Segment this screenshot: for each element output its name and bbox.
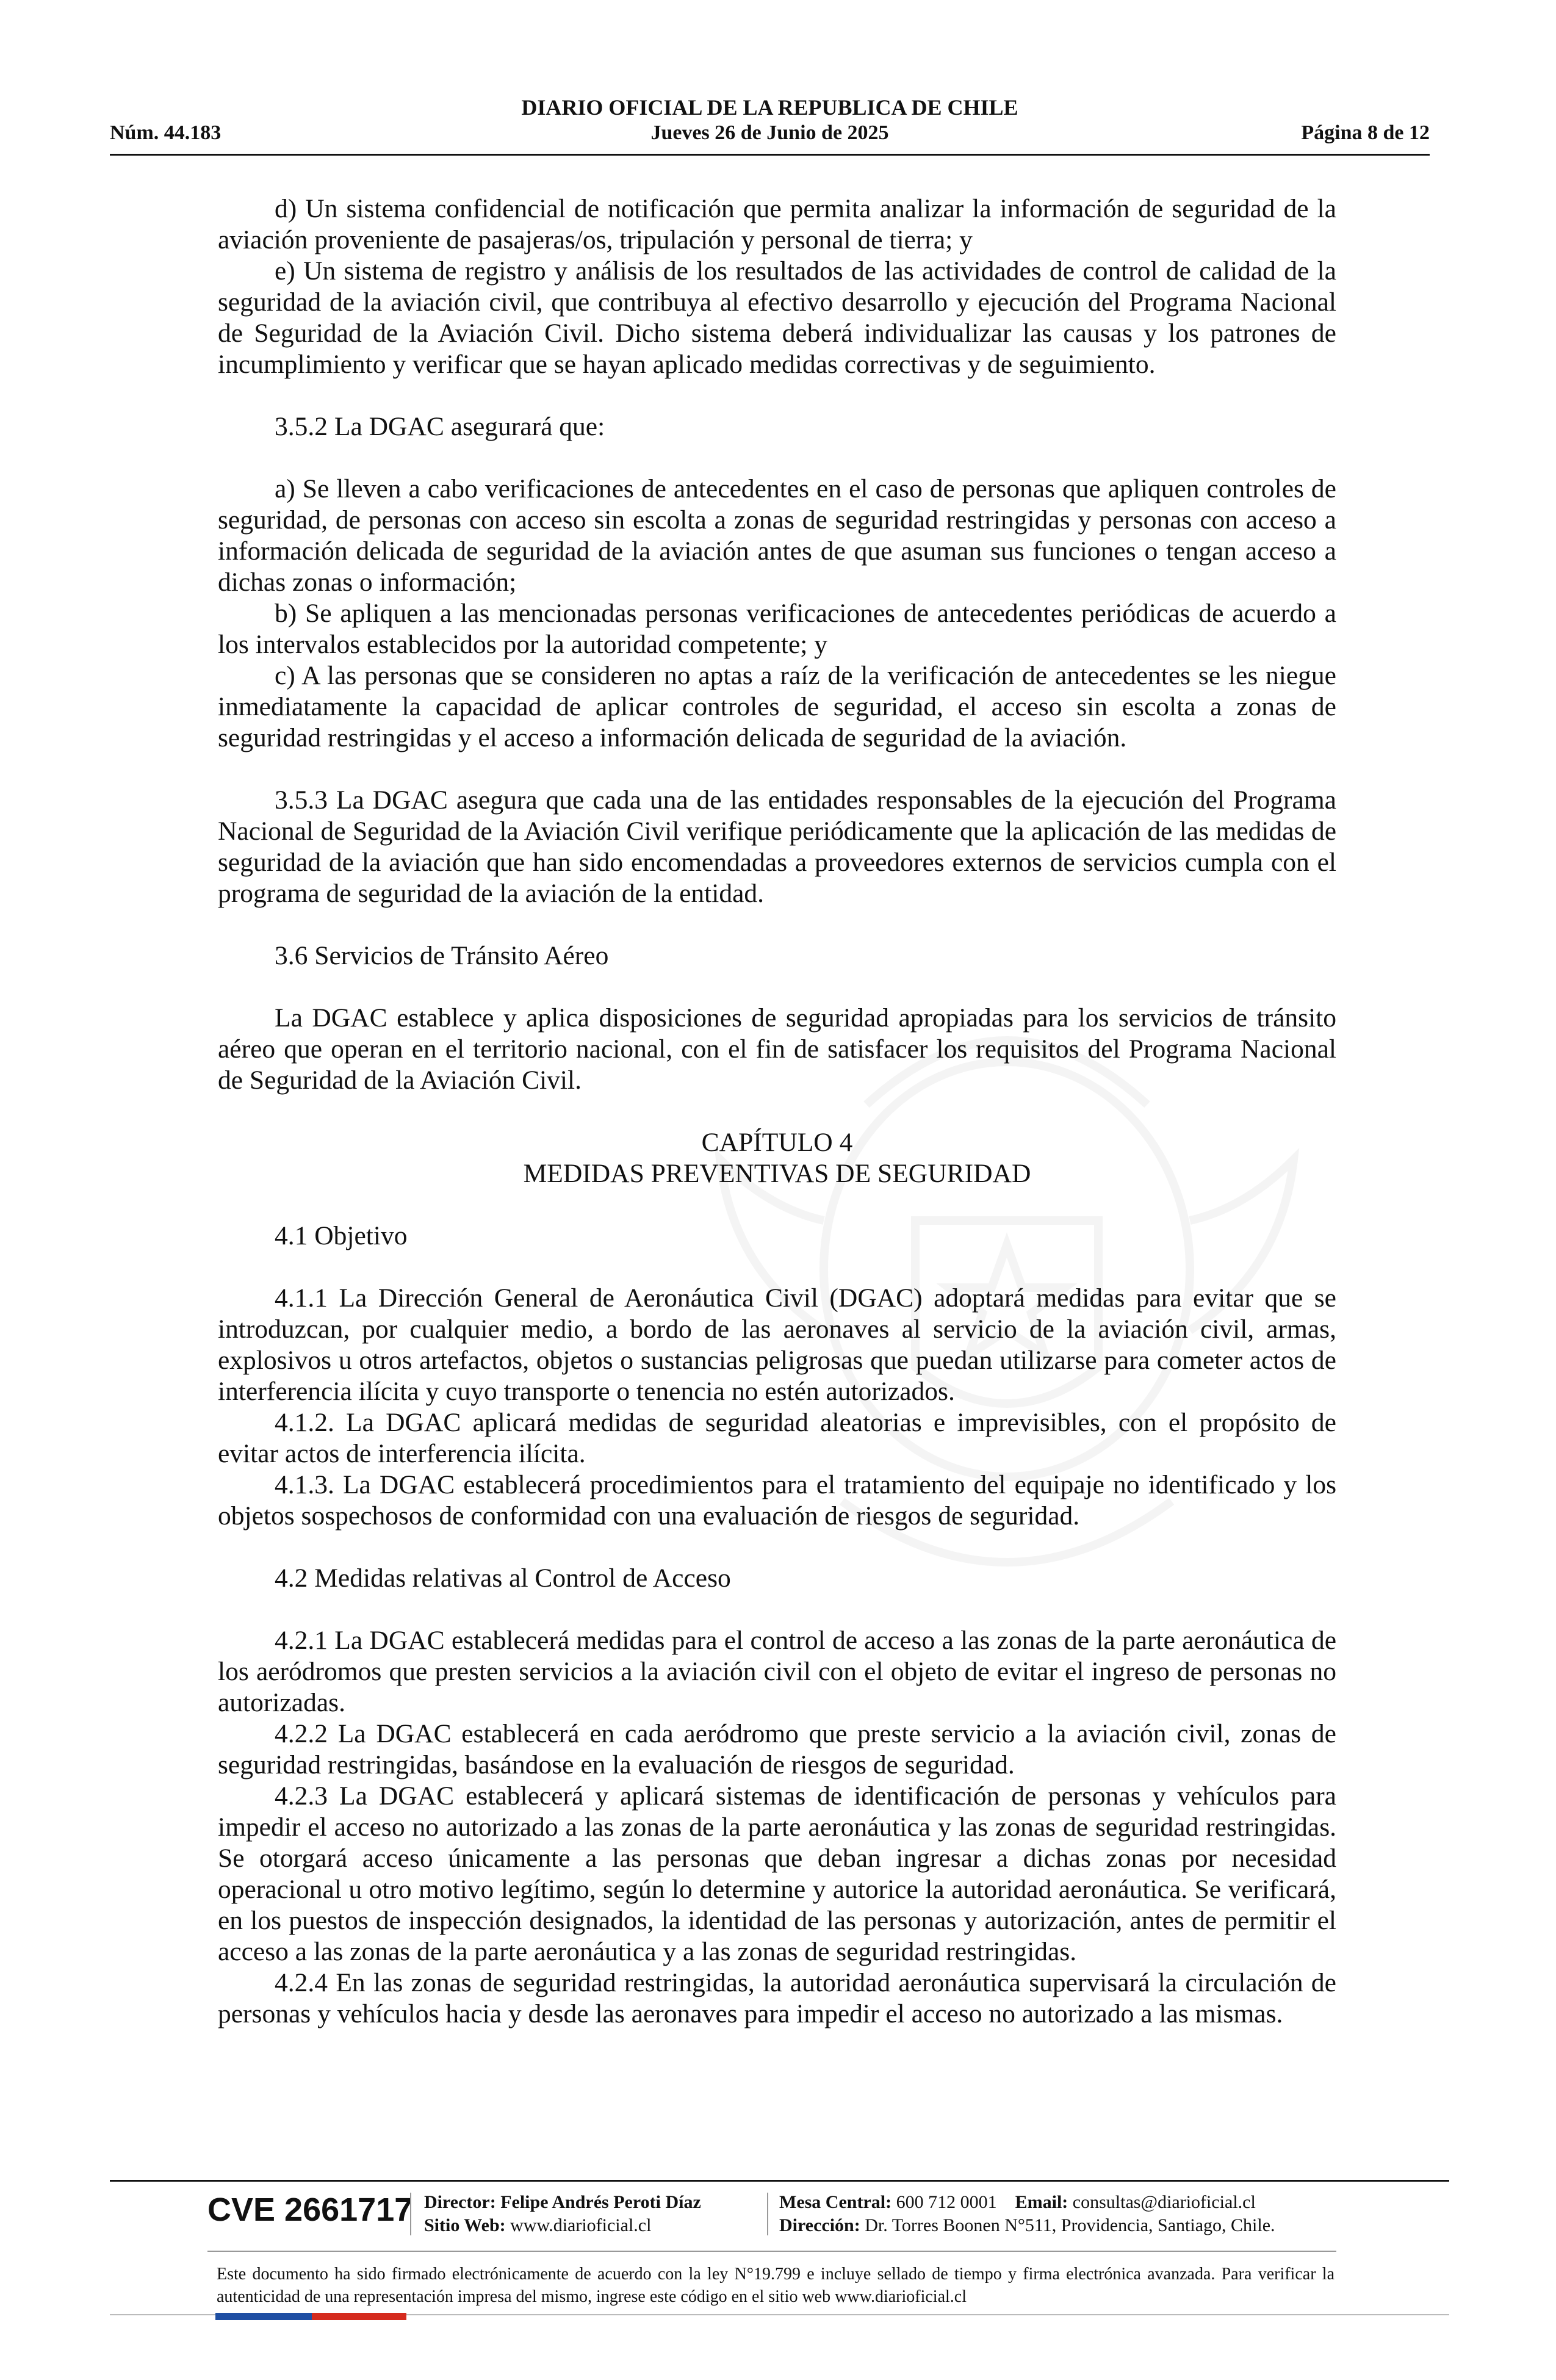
- footer-separator: [767, 2193, 768, 2235]
- page-number: Página 8 de 12: [1301, 121, 1430, 144]
- paragraph: 4.2.3 La DGAC establecerá y aplicará sistemas de identificación de personas y vehículos para impedir el acceso no autorizado a las zonas de la parte aeronáutica y las zonas de seguridad restringidas. Se otorgará acceso únicamente a las personas que deban ingresar a dichas zonas por necesidad operacional u otro motivo legítimo, según lo determine y autorice la autoridad aeronáutica. Se verificará, en los puestos de inspección designados, la identidad de las personas y autorización, antes de permitir el acceso a las zonas de la parte aeronáutica y a las zonas de seguridad restringidas.: [218, 1781, 1336, 1966]
- paragraph: 4.2.4 En las zonas de seguridad restringidas, la autoridad aeronáutica supervisará la circulación de personas y vehículos hacia y desde las aeronaves para impedir el acceso no autorizado a las mismas.: [218, 1968, 1336, 2028]
- chapter-title: MEDIDAS PREVENTIVAS DE SEGURIDAD: [523, 1159, 1031, 1188]
- section-heading: 3.5.2 La DGAC asegurará que:: [275, 412, 605, 441]
- footer-inner-divider: [207, 2251, 1336, 2252]
- section-heading: 3.6 Servicios de Tránsito Aéreo: [275, 941, 609, 970]
- section-heading: 4.2 Medidas relativas al Control de Acceso: [275, 1563, 731, 1593]
- chapter-number: CAPÍTULO 4: [701, 1128, 853, 1157]
- footer-contact-block: [779, 2191, 1275, 2237]
- paragraph: 4.1.2. La DGAC aplicará medidas de seguridad aleatorias e imprevisibles, con el propósito de evitar actos de interferencia ilícita.: [218, 1408, 1336, 1468]
- website-label: Sitio Web:: [424, 2215, 506, 2235]
- newspaper-title: DIARIO OFICIAL DE LA REPUBLICA DE CHILE: [521, 95, 1018, 120]
- paragraph: 4.2.2 La DGAC establecerá en cada aeródromo que preste servicio a la aviación civil, zonas de seguridad restringidas, basándose en la evaluación de riesgos de seguridad.: [218, 1719, 1336, 1780]
- paragraph: 4.1.3. La DGAC establecerá procedimientos para el tratamiento del equipaje no identificado y los objetos sospechosos de conformidad con una evaluación de riesgos de seguridad.: [218, 1470, 1336, 1531]
- paragraph: La DGAC establece y aplica disposiciones de seguridad apropiadas para los servicios de tránsito aéreo que operan en el territorio nacional, con el fin de satisfacer los requisitos del Programa Nacional de Seguridad de la Aviación Civil.: [218, 1003, 1336, 1095]
- paragraph: 4.2.1 La DGAC establecerá medidas para el control de acceso a las zonas de la parte aeronáutica de los aeródromos que presten servicios a la aviación civil con el objeto de evitar el ingreso de personas no autorizadas.: [218, 1626, 1336, 1717]
- paragraph: 3.5.3 La DGAC asegura que cada una de las entidades responsables de la ejecución del Programa Nacional de Seguridad de la Aviación Civil verifique periódicamente que la aplicación de las medidas de seguridad de la aviación que han sido encomendadas a proveedores externos de servicios cumpla con el programa de seguridad de la aviación de la entidad.: [218, 785, 1336, 908]
- address-label: Dirección:: [779, 2215, 860, 2235]
- header-divider: [110, 154, 1430, 156]
- email-link[interactable]: consultas@diarioficial.cl: [1072, 2192, 1256, 2212]
- mesa-label: Mesa Central:: [779, 2192, 892, 2212]
- issue-date: Jueves 26 de Junio de 2025: [650, 121, 889, 144]
- paragraph: 4.1.1 La Dirección General de Aeronáutica Civil (DGAC) adoptará medidas para evitar que se introduzcan, por cualquier medio, a bordo de las aeronaves al servicio de la aviación civil, armas, explosivos u otros artefactos, objetos o sustancias peligrosas que puedan utilizarse para cometer actos de interferencia ilícita y cuyo transporte o tenencia no estén autorizados.: [218, 1283, 1336, 1406]
- website-link[interactable]: www.diarioficial.cl: [510, 2215, 652, 2235]
- cve-code: CVE 2661717: [207, 2191, 413, 2228]
- director-name: Felipe Andrés Peroti Díaz: [500, 2192, 701, 2212]
- paragraph: e) Un sistema de registro y análisis de los resultados de las actividades de control de calidad de la seguridad de la aviación civil, que contribuya al efectivo desarrollo y ejecución del Programa Nacional de Seguridad de la Aviación Civil. Dicho sistema deberá individualizar las causas y los patrones de incumplimiento y verificar que se hayan aplicado medidas correctivas y de seguimiento.: [218, 256, 1336, 379]
- paragraph: a) Se lleven a cabo verificaciones de antecedentes en el caso de personas que apliquen controles de seguridad, de personas con acceso sin escolta a zonas de seguridad restringidas y personas con acceso a información delicada de seguridad de la aviación antes de que asuman sus funciones o tengan acceso a dichas zonas o información;: [218, 474, 1336, 597]
- page-header: [110, 95, 1430, 156]
- director-label: Director:: [424, 2192, 496, 2212]
- paragraph: b) Se apliquen a las mencionadas personas verificaciones de antecedentes periódicas de acuerdo a los intervalos establecidos por la autoridad competente; y: [218, 599, 1336, 659]
- flag-red-segment: [312, 2313, 406, 2320]
- footer-separator: [410, 2193, 411, 2235]
- document-body: [218, 193, 1336, 2030]
- address-text: Dr. Torres Boonen N°511, Providencia, Santiago, Chile.: [865, 2215, 1275, 2235]
- issue-number: Núm. 44.183: [110, 121, 222, 144]
- legal-notice: Este documento ha sido firmado electrónicamente de acuerdo con la ley N°19.799 e incluye sellado de tiempo y firma electrónica avanzada. Para verificar la autenticidad de una representación impresa del mismo, ingrese este código en el sitio web www.diarioficial.cl: [217, 2265, 1334, 2306]
- mesa-phone: 600 712 0001: [896, 2192, 997, 2212]
- flag-blue-segment: [215, 2313, 312, 2320]
- paragraph: d) Un sistema confidencial de notificación que permita analizar la información de seguridad de la aviación proveniente de pasajeras/os, tripulación y personal de tierra; y: [218, 194, 1336, 254]
- section-heading: 4.1 Objetivo: [275, 1221, 408, 1250]
- paragraph: c) A las personas que se consideren no aptas a raíz de la verificación de antecedentes se les niegue inmediatamente la capacidad de aplicar controles de seguridad, el acceso sin escolta a zonas de seguridad restringidas y el acceso a información delicada de seguridad de la aviación.: [218, 661, 1336, 752]
- footer-divider: [110, 2180, 1449, 2182]
- chile-flag-stripe: [215, 2313, 406, 2320]
- footer-director-block: [424, 2191, 701, 2237]
- email-label: Email:: [1015, 2192, 1068, 2212]
